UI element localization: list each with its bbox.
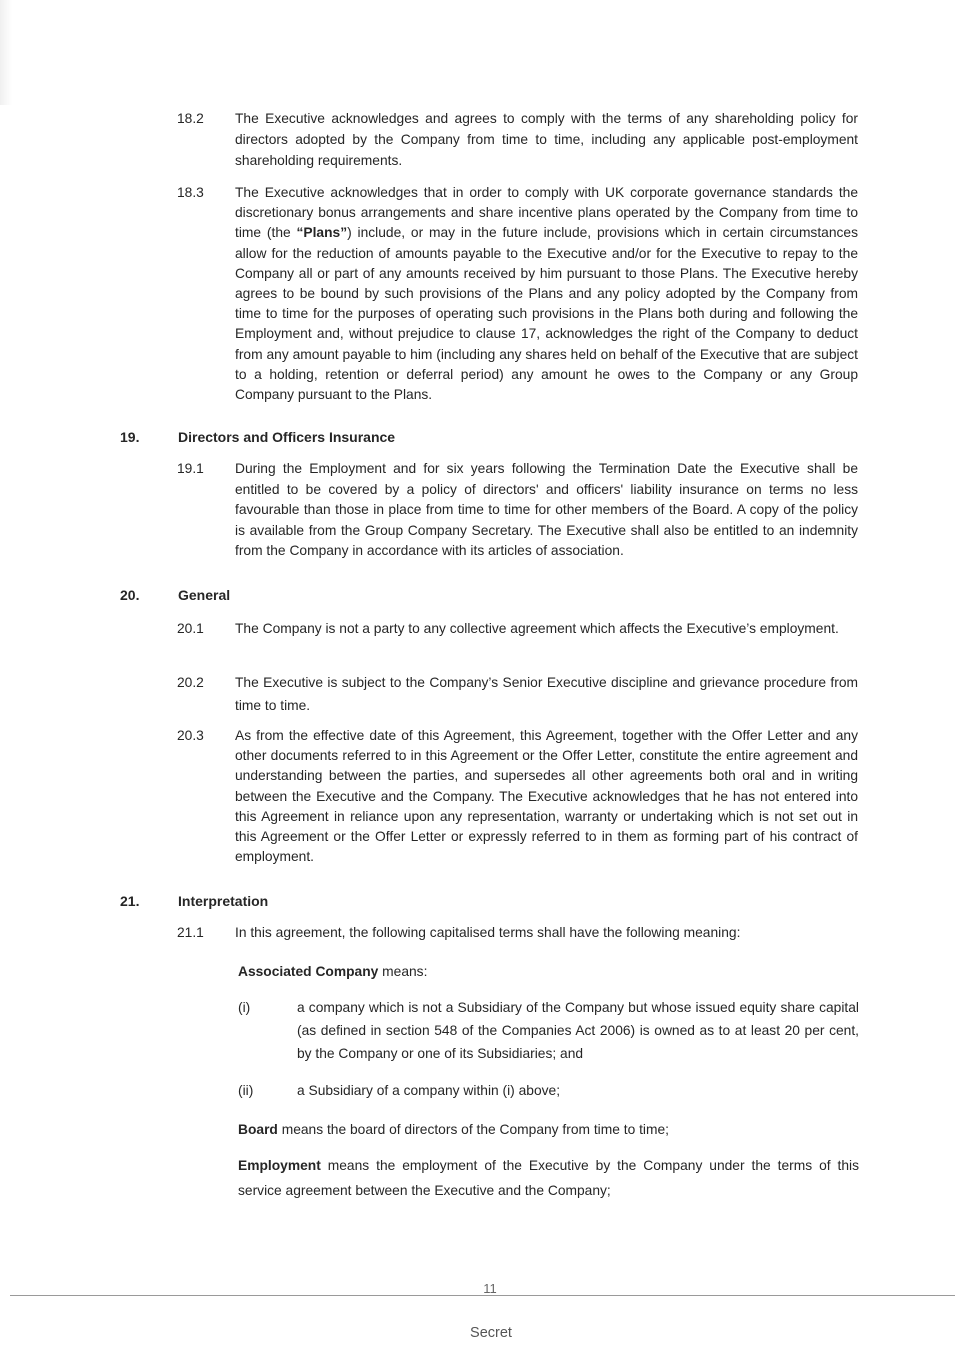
defined-term: “Plans” bbox=[296, 225, 348, 241]
definition-board bbox=[238, 1120, 859, 1140]
definition-list-item bbox=[0, 996, 965, 1065]
clause-number: 18.2 bbox=[177, 111, 204, 126]
classification-label: Secret bbox=[470, 1325, 512, 1341]
definition-employment bbox=[238, 1153, 859, 1203]
definition-text: means the employment of the Executive by the Company under the terms of this service agreement between the Executive and the Company; bbox=[238, 1158, 859, 1198]
list-item-label: (i) bbox=[238, 1000, 251, 1015]
clause-number: 19.1 bbox=[177, 461, 204, 476]
section-number: 21. bbox=[120, 893, 140, 909]
clause-19-1 bbox=[0, 459, 965, 562]
defined-term: Employment bbox=[238, 1158, 321, 1173]
clause-text bbox=[235, 183, 858, 405]
section-number: 19. bbox=[120, 429, 140, 445]
clause-text-part: ) include, or may in the future include, provisions which in certain circumstances allow for the reduction of amounts payable to the Executive and/or for the Executive to repay to the Company all or part of any amounts received by him pursuant to those Plans. The Executive hereby agrees to be bound by such provisions of the Plans and any policy adopted by the Company from time to time for the purposes of operating such provisions in the Plans both during and following the Employment and, without prejudice to clause 17, acknowledges the right of the Company to deduct from any amount payable to him (including any shares held on behalf of the Executive that are subject to a holding, retention or deferral period) any amount he owes to the Company or any Group Company pursuant to the Plans. bbox=[235, 225, 858, 403]
clause-text-part: The Executive acknowledges that in order to comply with UK corporate governance standards the discretionary bonus arrangements and share incentive plans operated by the Company from time to time (the bbox=[235, 185, 858, 241]
definition-list-item bbox=[0, 1081, 965, 1101]
clause-20-1 bbox=[0, 617, 965, 640]
section-title: General bbox=[178, 587, 231, 603]
definition-associated-company bbox=[238, 962, 859, 982]
clause-number: 20.2 bbox=[177, 675, 204, 690]
clause-21-1 bbox=[0, 923, 965, 943]
clause-18-3 bbox=[0, 183, 965, 405]
clause-text: In this agreement, the following capitalised terms shall have the following meaning: bbox=[235, 925, 741, 940]
clause-text: The Executive is subject to the Company’s Senior Executive discipline and grievance procedure from time to time. bbox=[235, 675, 858, 713]
clause-number: 20.1 bbox=[177, 621, 204, 636]
defined-term: Board bbox=[238, 1122, 278, 1137]
clause-18-2 bbox=[0, 108, 965, 171]
list-item-text: a Subsidiary of a company within (i) above; bbox=[297, 1083, 561, 1098]
clause-number: 20.3 bbox=[177, 728, 204, 743]
clause-20-2 bbox=[0, 671, 965, 717]
defined-term: Associated Company bbox=[238, 964, 379, 979]
list-item-text: a company which is not a Subsidiary of the Company but whose issued equity share capital (as defined in section 548 of the Companies Act 2006) is owned as to at least 20 per cent, by the Company or one of its Subsidiaries; and bbox=[297, 1000, 859, 1061]
clause-20-3 bbox=[0, 726, 965, 867]
clause-text: The Company is not a party to any collective agreement which affects the Executive’s employment. bbox=[235, 621, 839, 636]
definition-text: means: bbox=[382, 964, 428, 979]
section-title: Interpretation bbox=[178, 893, 269, 909]
clause-text: During the Employment and for six years following the Termination Date the Executive shall be entitled to be covered by a policy of directors' and officers' liability insurance on terms no less favourable than those in place from time to time for other members of the Board. A copy of the policy is available from the Group Company Secretary. The Executive shall also be entitled to an indemnity from the Company in accordance with its articles of association. bbox=[235, 461, 858, 558]
clause-number: 18.3 bbox=[177, 185, 204, 200]
section-title: Directors and Officers Insurance bbox=[178, 429, 396, 445]
clause-text: As from the effective date of this Agreement, this Agreement, together with the Offer Letter and any other documents referred to in this Agreement or the Offer Letter, constitute the entire agreement and understanding between the parties, and supersedes all other agreements both oral and in writing between the Executive and the Company. The Executive acknowledges that he has not entered into this Agreement in reliance upon any representation, warranty or undertaking which is not set out in this Agreement or the Offer Letter or expressly referred to in them as forming part of his contract of employment. bbox=[235, 728, 858, 865]
clause-text: The Executive acknowledges and agrees to comply with the terms of any shareholding policy for directors adopted by the Company from time to time, including any applicable post-employment shareholding requirements. bbox=[235, 111, 858, 168]
clause-number: 21.1 bbox=[177, 925, 204, 940]
footer-divider bbox=[10, 1295, 955, 1296]
scan-edge-shadow bbox=[0, 0, 12, 105]
section-number: 20. bbox=[120, 587, 140, 603]
definition-text: means the board of directors of the Company from time to time; bbox=[281, 1122, 669, 1137]
page-number: 11 bbox=[483, 1281, 497, 1296]
list-item-label: (ii) bbox=[238, 1083, 254, 1098]
